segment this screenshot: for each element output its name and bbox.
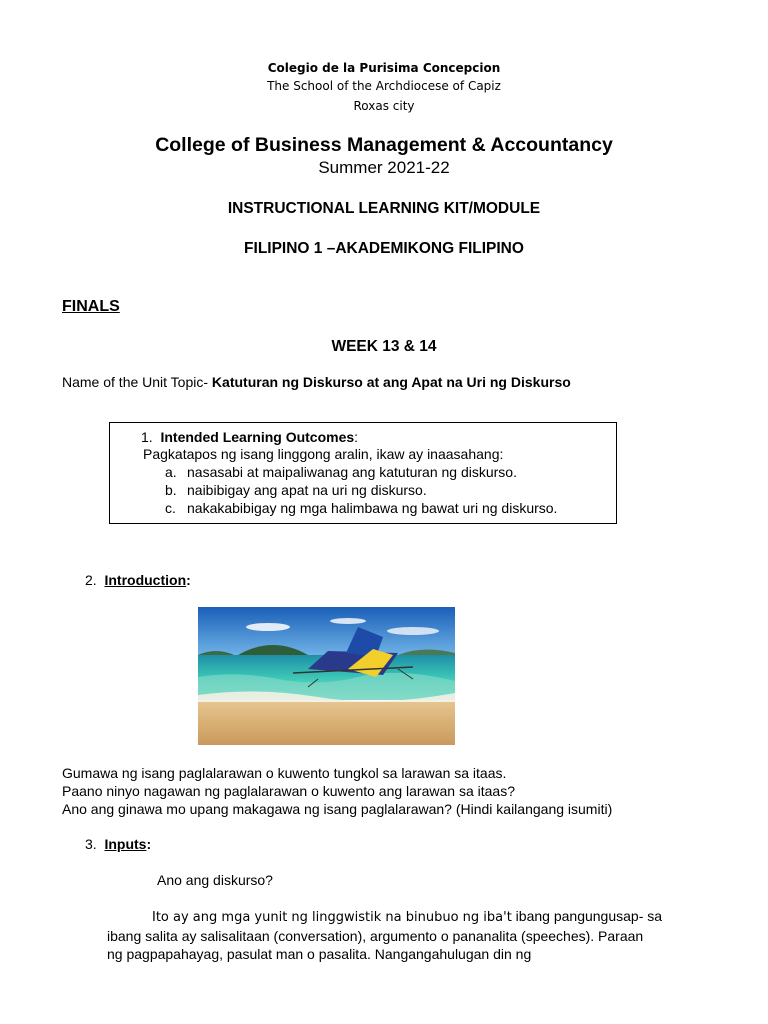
unit-topic-title: Katuturan ng Diskurso at ang Apat na Uri ng Diskurso (211, 374, 571, 390)
school-subtitle: The School of the Archdiocese of Capiz (267, 79, 501, 93)
list-item-text: nasasabi at maipaliwanag ang katuturan ng diskurso. (187, 464, 517, 480)
list-marker: a. (165, 464, 177, 480)
list-item (165, 482, 427, 498)
inputs-colon: : (146, 836, 152, 852)
inputs-number: 3. (85, 836, 97, 852)
learning-outcomes-box (109, 422, 617, 524)
inputs-title: Inputs (104, 836, 147, 852)
course-title: FILIPINO 1 –AKADEMIKONG FILIPINO (244, 240, 524, 257)
inputs-question: Ano ang diskurso? (157, 872, 273, 888)
ilo-colon: : (354, 429, 359, 445)
list-item (165, 464, 517, 480)
introduction-line-3: Ano ang ginawa mo upang makagawa ng isang paglalarawan? (Hindi kailangang isumiti) (62, 801, 613, 817)
introduction-line-1: Gumawa ng isang paglalarawan o kuwento tungkol sa larawan sa itaas. (62, 765, 507, 781)
inputs-paragraph-line-1-a: Ito ay ang mga yunit ng linggwistik na binubuo ng iba't (152, 910, 512, 925)
inputs-paragraph-line-2: ibang salita ay salisalitaan (conversation), argumento o pananalita (speeches). Paraan (107, 928, 644, 944)
school-city: Roxas city (353, 99, 415, 113)
inputs-heading (85, 836, 151, 852)
ilo-intro: Pagkatapos ng isang linggong aralin, ikaw ay inaasahang: (143, 446, 504, 462)
school-name: Colegio de la Purisima Concepcion (267, 61, 501, 75)
introduction-line-2: Paano ninyo nagawan ng paglalarawan o kuwento ang larawan sa itaas? (62, 783, 515, 799)
ilo-heading: Intended Learning Outcomes (160, 429, 355, 445)
list-marker: b. (165, 482, 177, 498)
list-item-text: nakakabibigay ng mga halimbawa ng bawat uri ng diskurso. (187, 500, 558, 516)
list-item (165, 500, 558, 516)
unit-topic-prefix: Name of the Unit Topic- (62, 374, 212, 390)
ilo-number: 1. (141, 429, 153, 445)
ilo-heading-line (141, 429, 358, 445)
list-item-text: naibibigay ang apat na uri ng diskurso. (187, 482, 427, 498)
inputs-paragraph-line-1 (152, 908, 662, 925)
introduction-number: 2. (85, 572, 97, 588)
inputs-paragraph-line-1-b: ibang pangungusap- sa (511, 908, 663, 924)
term-label: Summer 2021-22 (318, 158, 450, 177)
list-marker: c. (165, 500, 176, 516)
finals-heading: FINALS (62, 298, 120, 315)
beach-boat-image (198, 607, 455, 745)
introduction-colon: : (186, 572, 191, 588)
introduction-heading (85, 572, 191, 588)
beach-boat-photo (198, 607, 455, 745)
week-label: WEEK 13 & 14 (331, 338, 437, 355)
introduction-title: Introduction (104, 572, 187, 588)
inputs-paragraph-line-3: ng pagpapahayag, pasulat man o pasalita. Nangangahulugan din ng (107, 946, 532, 962)
college-title: College of Business Management & Accountancy (155, 134, 613, 156)
kit-title: INSTRUCTIONAL LEARNING KIT/MODULE (227, 200, 541, 217)
unit-topic (62, 374, 571, 390)
